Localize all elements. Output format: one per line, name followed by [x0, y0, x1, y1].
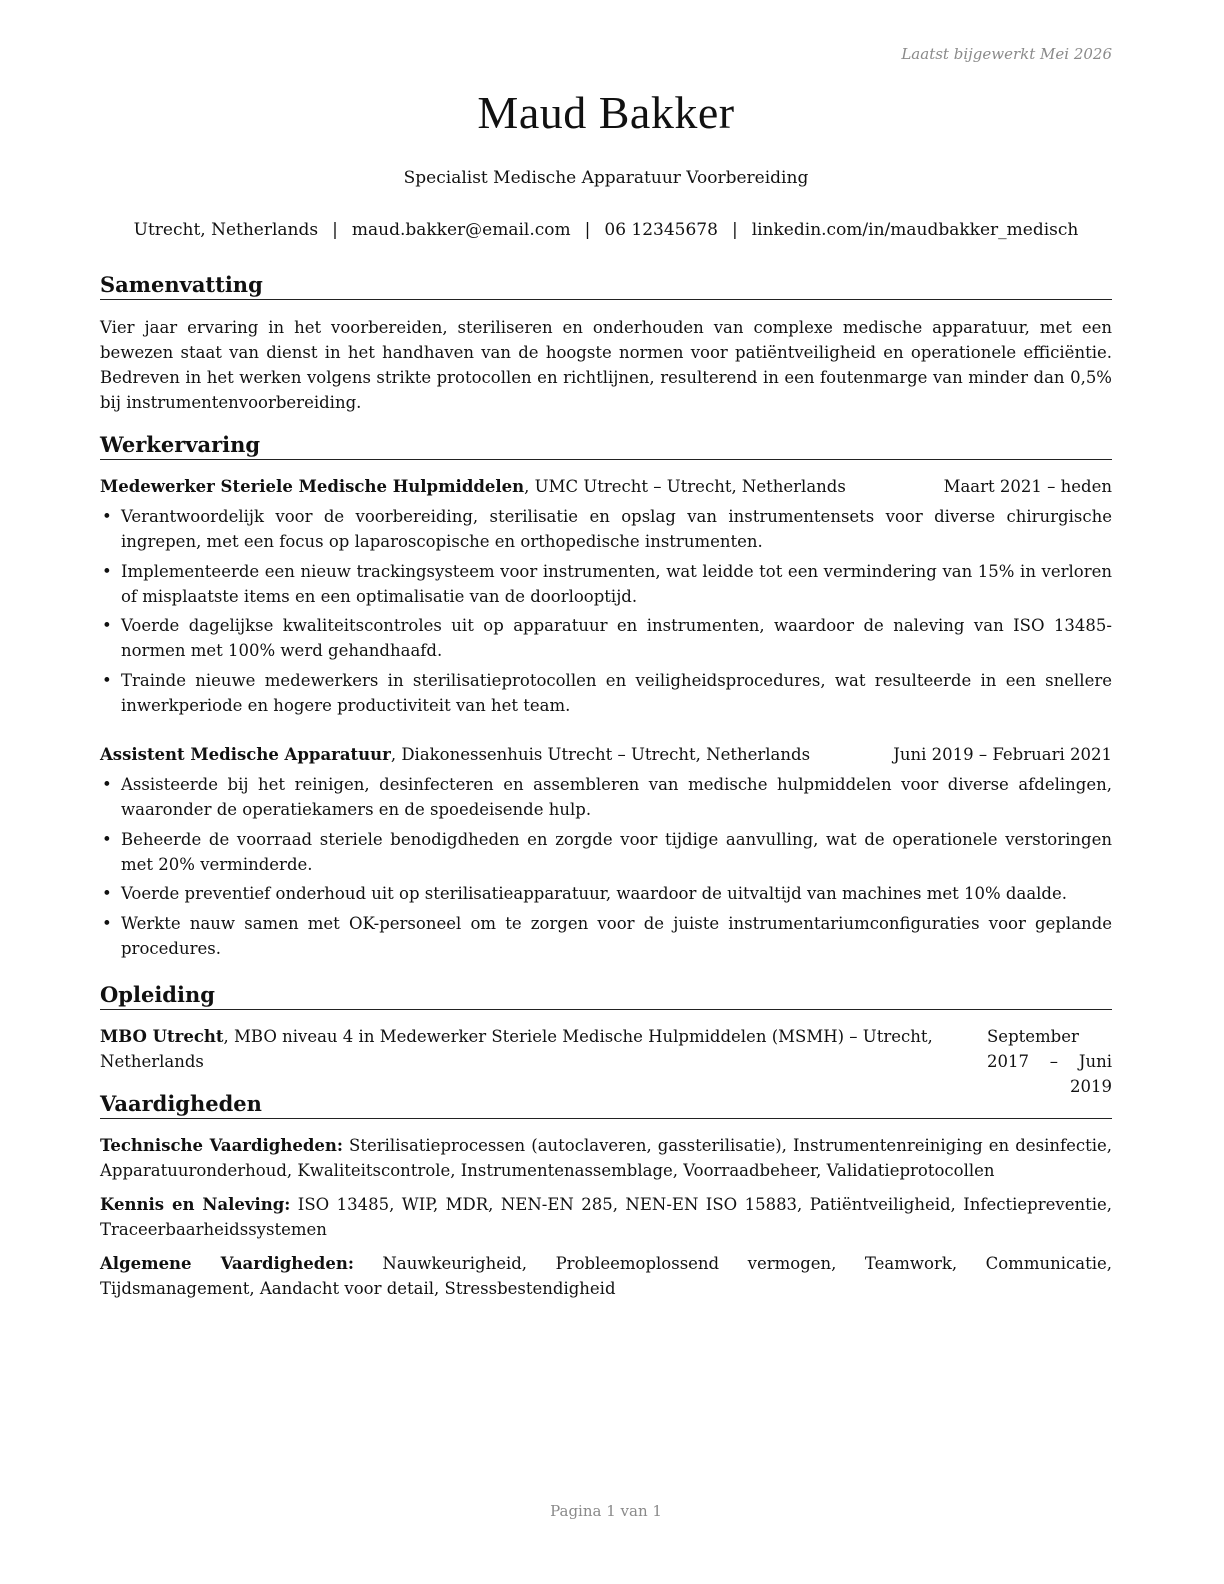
job-bullet: • Implementeerde een nieuw trackingsysteem voor instrumenten, wat leidde tot een vermindering van 15% in verloren of misplaatste items en een optimalisatie van de doorlooptijd. [100, 559, 1112, 609]
job-bullet-list [100, 504, 1112, 722]
job-role: Assistent Medische Apparatuur [100, 745, 391, 764]
candidate-title: Specialist Medische Apparatuur Voorbereiding [403, 168, 809, 188]
job-bullet-list [100, 772, 1112, 965]
education-dates: September 2017 – Juni 2019 [987, 1027, 1112, 1096]
job-header [100, 742, 1112, 767]
skill-group-text: Sterilisatieprocessen (autoclaveren, gassterilisatie), Instrumentenreiniging en desinfectie, Apparatuuronderhoud, Kwaliteitscontrole, Instrumentenassemblage, Voorraadbeheer, Validatieprotocollen [100, 1136, 1112, 1180]
job-bullet: • Trainde nieuwe medewerkers in sterilisatieprotocollen en veiligheidsprocedures, wat resulteerde in een snellere inwerkperiode en hogere productiviteit van het team. [100, 668, 1112, 718]
summary-heading: Samenvatting [100, 272, 1112, 300]
contact-phone[interactable]: 06 12345678 [604, 220, 718, 240]
skills-heading: Vaardigheden [100, 1091, 1112, 1119]
contact-line [100, 220, 1112, 240]
job-bullet: • Assisteerde bij het reinigen, desinfecteren en assembleren van medische hulpmiddelen voor diverse afdelingen, waaronder de operatiekamers en de spoedeisende hulp. [100, 772, 1112, 822]
skill-group-text: ISO 13485, WIP, MDR, NEN-EN 285, NEN-EN ISO 15883, Patiëntveiligheid, Infectiepreventie, Traceerbaarheidssystemen [100, 1195, 1113, 1239]
skill-group [100, 1133, 1112, 1183]
contact-linkedin[interactable]: linkedin.com/in/maudbakker_medisch [751, 220, 1079, 240]
job-bullet: • Beheerde de voorraad steriele benodigdheden en zorgde voor tijdige aanvulling, wat de operationele verstoringen met 20% verminderde. [100, 827, 1112, 877]
skill-group-label: Algemene Vaardigheden: [100, 1254, 354, 1273]
page-number: Pagina 1 van 1 [550, 1502, 662, 1520]
job-organization: , Diakonessenhuis Utrecht – Utrecht, Netherlands [390, 745, 811, 764]
job-role: Medewerker Steriele Medische Hulpmiddelen [100, 477, 525, 496]
education-heading: Opleiding [100, 982, 1112, 1010]
skill-group-label: Technische Vaardigheden: [100, 1136, 343, 1155]
last-updated: Laatst bijgewerkt Mei 2026 [901, 45, 1112, 63]
job-bullet: • Verantwoordelijk voor de voorbereiding, sterilisatie en opslag van instrumentensets voor diverse chirurgische ingrepen, met een focus op laparoscopische en orthopedische instrumenten. [100, 504, 1112, 554]
skill-group-label: Kennis en Naleving: [100, 1195, 291, 1214]
job-dates: Juni 2019 – Februari 2021 [893, 745, 1112, 764]
experience-heading: Werkervaring [100, 432, 1112, 460]
job-dates: Maart 2021 – heden [943, 477, 1112, 496]
job-header [100, 474, 1112, 499]
skill-group [100, 1251, 1112, 1301]
skill-group-text: Nauwkeurigheid, Probleemoplossend vermogen, Teamwork, Communicatie, Tijdsmanagement, Aandacht voor detail, Stressbestendigheid [100, 1254, 1112, 1298]
contact-separator: | [584, 220, 591, 240]
candidate-name: Maud Bakker [477, 87, 735, 138]
education-school: MBO Utrecht [100, 1027, 224, 1046]
job-bullet: • Werkte nauw samen met OK-personeel om te zorgen voor de juiste instrumentariumconfiguraties voor geplande procedures. [100, 911, 1112, 961]
summary-text: Vier jaar ervaring in het voorbereiden, steriliseren en onderhouden van complexe medische apparatuur, met een bewezen staat van dienst in het handhaven van de hoogste normen voor patiëntveiligheid en operationele efficiëntie. Bedreven in het werken volgens strikte protocollen en richtlijnen, resulterend in een foutenmarge van minder dan 0,5% bij instrumentenvoorbereiding. [100, 318, 1112, 412]
skill-group [100, 1192, 1112, 1242]
contact-separator: | [332, 220, 338, 240]
job-bullet: • Voerde dagelijkse kwaliteitscontroles uit op apparatuur en instrumenten, waardoor de naleving van ISO 13485-normen met 100% werd gehandhaafd. [100, 613, 1112, 663]
contact-email[interactable]: maud.bakker@email.com [351, 220, 571, 240]
contact-separator: | [731, 220, 738, 240]
job-organization: , UMC Utrecht – Utrecht, Netherlands [524, 477, 846, 496]
education-program: MBO Utrecht, MBO niveau 4 in Medewerker Steriele Medische Hulpmiddelen (MSMH) – Utrecht, Netherlands [100, 1027, 933, 1071]
job-bullet: • Voerde preventief onderhoud uit op sterilisatieapparatuur, waardoor de uitvaltijd van machines met 10% daalde. [100, 881, 1112, 906]
contact-location: Utrecht, Netherlands [133, 220, 319, 240]
